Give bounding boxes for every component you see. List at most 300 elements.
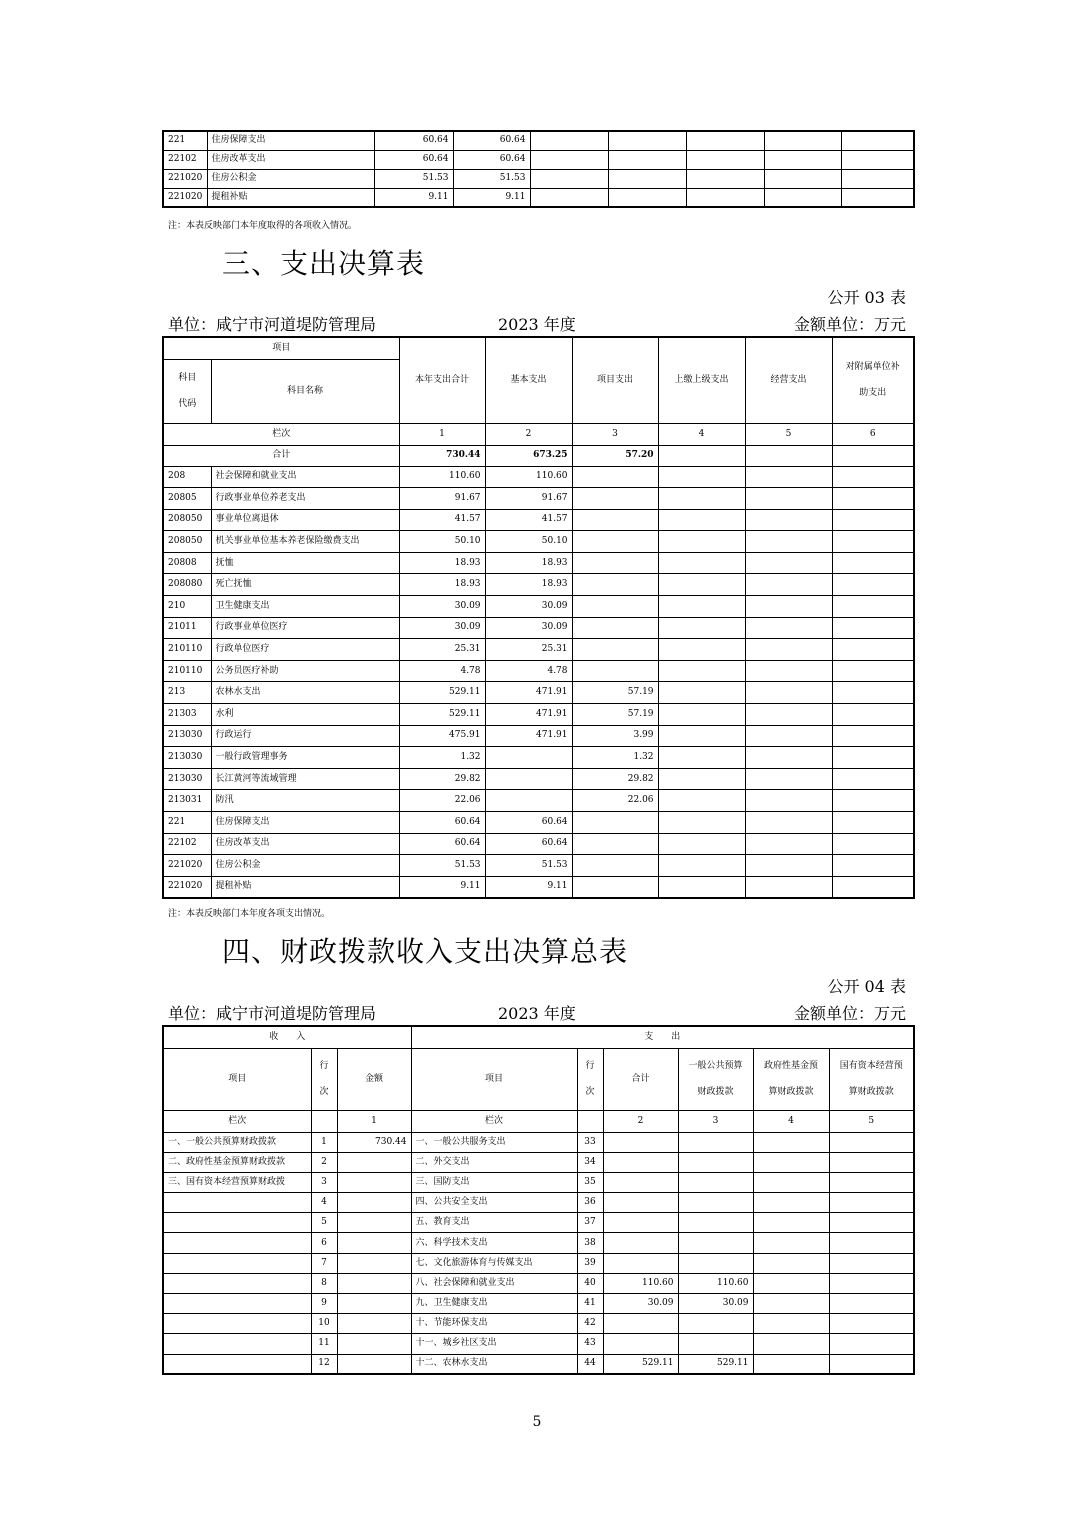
empty-cell [745,509,832,531]
col-index: 2 [485,423,572,445]
subject-code: 221 [163,131,207,150]
amount-total: 18.93 [399,574,485,596]
income-item [163,1233,311,1253]
col-index: 5 [745,423,832,445]
expense-item: 六、科学技术支出 [411,1233,577,1253]
header-col-basic: 基本支出 [485,337,572,423]
fiscal-summary-table [162,1025,915,1375]
expense-item: 五、教育支出 [411,1213,577,1233]
expense-general [678,1253,753,1273]
empty-cell [829,1354,914,1374]
expense-row-no: 44 [577,1354,603,1374]
header-expense-row-no: 行次 [577,1048,603,1110]
empty-cell [753,1273,829,1293]
expense-row-no: 35 [577,1172,603,1192]
subject-name: 一般行政管理事务 [211,747,399,769]
amount-project [572,488,658,510]
income-table-note: 注：本表反映部门本年度取得的各项收入情况。 [168,221,358,231]
empty-cell [832,617,914,639]
total-row-basic: 673.25 [485,445,572,466]
subject-name: 住房公积金 [207,169,374,188]
amount-project: 57.19 [572,682,658,704]
table-row [163,1354,914,1374]
income-item: 二、政府性基金预算财政拨款 [163,1152,311,1172]
amount-total: 529.11 [399,704,485,726]
money-unit: 金额单位：万元 [793,315,906,334]
empty-cell [832,790,914,812]
empty-cell [745,876,832,898]
empty-cell [829,1152,914,1172]
table-row [163,169,914,188]
table-row [163,1314,914,1334]
income-row-no: 2 [311,1152,337,1172]
empty-cell [686,188,764,207]
amount-project [572,466,658,488]
table-row [163,1294,914,1314]
table-row [163,1152,914,1172]
expense-general: 529.11 [678,1354,753,1374]
amount-total: 51.53 [399,855,485,877]
empty-cell [832,876,914,898]
empty-cell [658,466,745,488]
empty-cell [658,596,745,618]
empty-cell [832,552,914,574]
amount-total: 9.11 [399,876,485,898]
empty-cell [745,768,832,790]
expense-general: 30.09 [678,1294,753,1314]
empty-cell [745,704,832,726]
col-index: 2 [603,1110,678,1132]
amount-basic: 91.67 [485,488,572,510]
empty-cell [658,725,745,747]
table-row [163,1253,914,1273]
amount-total: 4.78 [399,660,485,682]
expenditure-table-note: 注：本表反映部门本年度各项支出情况。 [168,909,331,919]
expense-total: 529.11 [603,1354,678,1374]
empty-cell [745,596,832,618]
empty-cell [745,574,832,596]
expense-row-no: 36 [577,1193,603,1213]
income-amount [337,1354,411,1374]
empty-cell [829,1334,914,1354]
table-row [163,509,914,531]
subject-name: 卫生健康支出 [211,596,399,618]
income-amount [337,1253,411,1273]
subject-code: 22102 [163,150,207,169]
total-row-empty [832,445,914,466]
header-income-item: 项目 [163,1048,311,1110]
subject-name: 抚恤 [211,552,399,574]
subject-code: 221 [163,812,211,834]
page-number: 5 [532,1414,542,1430]
amount-basic: 60.64 [453,150,530,169]
empty-cell [745,725,832,747]
subject-code: 20805 [163,488,211,510]
income-row-no: 10 [311,1314,337,1334]
empty-cell [530,188,608,207]
expense-header: 支 出 [411,1026,914,1048]
subject-code: 208050 [163,509,211,531]
empty-cell [745,488,832,510]
section3-form-number: 公开 03 表 [827,288,906,307]
subject-name: 住房保障支出 [211,812,399,834]
unit-name: 单位：咸宁市河道堤防管理局 [168,1004,377,1023]
total-row-label: 合计 [163,445,399,466]
empty-cell [658,552,745,574]
amount-project [572,833,658,855]
col-index-empty [311,1110,337,1132]
table-row [163,188,914,207]
empty-cell [745,682,832,704]
amount-total: 18.93 [399,552,485,574]
income-row-no: 9 [311,1294,337,1314]
empty-cell [841,169,914,188]
header-income-row-no: 行次 [311,1048,337,1110]
col-index-label: 栏次 [163,1110,311,1132]
empty-cell [829,1314,914,1334]
subject-code: 21011 [163,617,211,639]
empty-cell [686,169,764,188]
empty-cell [832,531,914,553]
empty-cell [832,812,914,834]
income-row-no: 7 [311,1253,337,1273]
table-row [163,596,914,618]
amount-basic: 471.91 [485,725,572,747]
income-item [163,1193,311,1213]
amount-total: 25.31 [399,639,485,661]
subject-code: 22102 [163,833,211,855]
empty-cell [753,1172,829,1192]
table-row [163,1233,914,1253]
income-amount [337,1334,411,1354]
amount-basic: 18.93 [485,574,572,596]
expense-row-no: 37 [577,1213,603,1233]
amount-project: 57.19 [572,704,658,726]
amount-basic: 50.10 [485,531,572,553]
table-row [163,876,914,898]
subject-code: 221020 [163,188,207,207]
empty-cell [658,833,745,855]
expense-row-no: 42 [577,1314,603,1334]
amount-basic: 110.60 [485,466,572,488]
subject-code: 208080 [163,574,211,596]
amount-total: 9.11 [374,188,453,207]
header-code: 科目代码 [163,359,211,423]
empty-cell [829,1233,914,1253]
empty-cell [829,1253,914,1273]
empty-cell [832,855,914,877]
empty-cell [658,704,745,726]
income-item [163,1294,311,1314]
income-row-no: 3 [311,1172,337,1192]
empty-cell [608,150,686,169]
subject-name: 住房改革支出 [207,150,374,169]
empty-cell [530,131,608,150]
amount-project [572,574,658,596]
amount-project [572,596,658,618]
table-row [163,704,914,726]
empty-cell [832,574,914,596]
total-row-project: 57.20 [572,445,658,466]
table-row [163,488,914,510]
empty-cell [753,1253,829,1273]
subject-name: 行政事业单位医疗 [211,617,399,639]
amount-project: 22.06 [572,790,658,812]
income-amount [337,1213,411,1233]
subject-code: 210110 [163,660,211,682]
empty-cell [832,833,914,855]
section4-form-number: 公开 04 表 [827,977,906,996]
empty-cell [658,855,745,877]
subject-code: 20808 [163,552,211,574]
empty-cell [745,617,832,639]
income-row-no: 1 [311,1132,337,1152]
amount-total: 41.57 [399,509,485,531]
table-row [163,725,914,747]
income-amount [337,1294,411,1314]
header-col-total: 本年支出合计 [399,337,485,423]
subject-code: 221020 [163,876,211,898]
expense-general [678,1172,753,1192]
empty-cell [658,876,745,898]
empty-cell [832,509,914,531]
expense-total [603,1314,678,1334]
empty-cell [753,1152,829,1172]
subject-name: 住房公积金 [211,855,399,877]
table-row [163,531,914,553]
header-col-project: 项目支出 [572,337,658,423]
expense-row-no: 40 [577,1273,603,1293]
expense-item: 十、节能环保支出 [411,1314,577,1334]
empty-cell [658,488,745,510]
empty-cell [829,1193,914,1213]
empty-cell [745,660,832,682]
empty-cell [764,131,841,150]
empty-cell [832,660,914,682]
subject-name: 长江黄河等流域管理 [211,768,399,790]
income-amount: 730.44 [337,1132,411,1152]
col-index: 3 [572,423,658,445]
table-row [163,1213,914,1233]
empty-cell [608,188,686,207]
expense-total: 110.60 [603,1273,678,1293]
subject-code: 210110 [163,639,211,661]
amount-total: 60.64 [374,150,453,169]
expense-row-no: 34 [577,1152,603,1172]
empty-cell [832,488,914,510]
table-row [163,855,914,877]
subject-name: 防汛 [211,790,399,812]
expense-general [678,1213,753,1233]
empty-cell [745,790,832,812]
amount-project [572,552,658,574]
subject-name: 社会保障和就业支出 [211,466,399,488]
table-row [163,131,914,150]
table-row [163,1193,914,1213]
amount-basic: 25.31 [485,639,572,661]
expense-total [603,1172,678,1192]
empty-cell [829,1294,914,1314]
subject-name: 机关事业单位基本养老保险缴费支出 [211,531,399,553]
amount-project [572,617,658,639]
table-row [163,1273,914,1293]
amount-basic: 471.91 [485,704,572,726]
table-row [163,833,914,855]
empty-cell [530,150,608,169]
income-amount [337,1193,411,1213]
expense-general [678,1193,753,1213]
empty-cell [745,833,832,855]
empty-cell [658,509,745,531]
empty-cell [745,531,832,553]
empty-cell [745,552,832,574]
expense-general [678,1132,753,1152]
expense-item: 十二、农林水支出 [411,1354,577,1374]
amount-basic [485,768,572,790]
amount-basic [485,747,572,769]
amount-basic: 30.09 [485,596,572,618]
table-row [163,150,914,169]
subject-code: 213031 [163,790,211,812]
amount-total: 1.32 [399,747,485,769]
amount-project [572,639,658,661]
section3-heading: 三、支出决算表 [222,247,426,280]
table-row [163,639,914,661]
table-row [163,747,914,769]
amount-project [572,660,658,682]
amount-total: 529.11 [399,682,485,704]
expense-row-no: 41 [577,1294,603,1314]
income-table-continued [162,130,915,208]
amount-basic: 60.64 [485,812,572,834]
empty-cell [658,790,745,812]
income-row-no: 4 [311,1193,337,1213]
col-index-empty [577,1110,603,1132]
income-item [163,1253,311,1273]
expense-total [603,1233,678,1253]
total-row-empty [658,445,745,466]
empty-cell [753,1193,829,1213]
empty-cell [829,1132,914,1152]
amount-basic: 51.53 [485,855,572,877]
col-index: 6 [832,423,914,445]
unit-name: 单位：咸宁市河道堤防管理局 [168,315,377,334]
subject-name: 住房保障支出 [207,131,374,150]
income-item [163,1354,311,1374]
amount-total: 50.10 [399,531,485,553]
table-row [163,682,914,704]
empty-cell [832,596,914,618]
empty-cell [753,1233,829,1253]
amount-basic: 30.09 [485,617,572,639]
amount-total: 475.91 [399,725,485,747]
empty-cell [841,131,914,150]
amount-basic: 60.64 [453,131,530,150]
empty-cell [832,466,914,488]
header-project: 项目 [163,337,399,359]
expenditure-table [162,336,915,899]
amount-project [572,531,658,553]
subject-name: 行政运行 [211,725,399,747]
income-amount [337,1233,411,1253]
amount-basic [485,790,572,812]
total-row-total: 730.44 [399,445,485,466]
table-row [163,466,914,488]
table-row [163,574,914,596]
amount-project: 3.99 [572,725,658,747]
amount-total: 22.06 [399,790,485,812]
empty-cell [753,1354,829,1374]
amount-total: 60.64 [374,131,453,150]
table-row [163,1172,914,1192]
empty-cell [753,1132,829,1152]
income-amount [337,1273,411,1293]
subject-code: 221020 [163,169,207,188]
header-income-amount: 金额 [337,1048,411,1110]
income-row-no: 5 [311,1213,337,1233]
empty-cell [686,131,764,150]
empty-cell [764,188,841,207]
header-general-budget: 一般公共预算财政拨款 [678,1048,753,1110]
empty-cell [764,150,841,169]
empty-cell [829,1213,914,1233]
empty-cell [753,1314,829,1334]
empty-cell [753,1294,829,1314]
table-row [163,1132,914,1152]
subject-name: 提租补贴 [207,188,374,207]
income-amount [337,1314,411,1334]
header-fund-budget: 政府性基金预算财政拨款 [753,1048,829,1110]
empty-cell [658,747,745,769]
subject-code: 21303 [163,704,211,726]
empty-cell [832,639,914,661]
expense-total [603,1132,678,1152]
amount-basic: 9.11 [453,188,530,207]
expense-item: 一、一般公共服务支出 [411,1132,577,1152]
empty-cell [658,682,745,704]
expense-total: 30.09 [603,1294,678,1314]
empty-cell [753,1334,829,1354]
table-row [163,1334,914,1354]
header-name: 科目名称 [211,359,399,423]
income-row-no: 11 [311,1334,337,1354]
expense-item: 四、公共安全支出 [411,1193,577,1213]
empty-cell [658,768,745,790]
amount-total: 60.64 [399,812,485,834]
amount-basic: 51.53 [453,169,530,188]
table-row [163,552,914,574]
income-row-no: 12 [311,1354,337,1374]
amount-total: 29.82 [399,768,485,790]
income-header: 收 入 [163,1026,411,1048]
amount-project [572,876,658,898]
empty-cell [745,812,832,834]
income-amount [337,1152,411,1172]
subject-code: 221020 [163,855,211,877]
expense-row-no: 39 [577,1253,603,1273]
empty-cell [841,188,914,207]
income-item [163,1213,311,1233]
expense-total [603,1193,678,1213]
empty-cell [745,466,832,488]
empty-cell [745,855,832,877]
amount-total: 91.67 [399,488,485,510]
amount-project: 1.32 [572,747,658,769]
empty-cell [832,768,914,790]
expense-general [678,1152,753,1172]
col-index: 3 [678,1110,753,1132]
expense-total [603,1253,678,1273]
